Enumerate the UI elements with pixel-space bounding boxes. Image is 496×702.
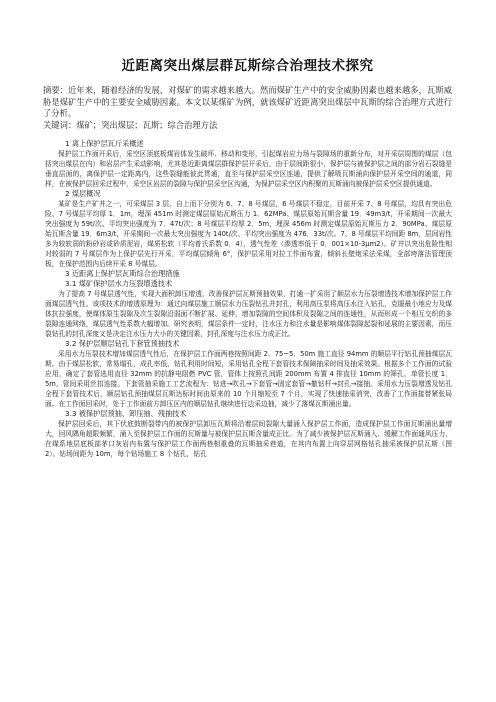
subsection-heading: 3.3 被保护层预抽、卸压抽、残抽技术 — [65, 409, 187, 419]
paragraph: 保护层回采后，其下伏底鼓断裂带内的被保护层卸压瓦斯将沿着层间裂隙大量涌入保护层工作面，造成保护层工作面瓦斯涌出量增大，回风隅角超限频繁，涌入至保护层工作面的瓦斯量与被保护层瓦斯含量成正比。为了减少被保护层瓦斯涌入、缓解工作面通风压力，在煤系地层底板部茅口灰岩内布置与保护层工作面两巷相重叠的瓦斯抽采巷道，在其内布置上向穿层网格钻孔抽采被保护层瓦斯（图 2）。钻场间距为 10m，每个钻场施工 8 个钻孔，钻孔 — [45, 420, 452, 459]
paper-title: 近距离突出煤层群瓦斯综合治理技术探究 — [121, 58, 374, 74]
paragraph: 某矿是生产矿井之一，可采煤层 3 层，自上而下分别为 6、7、8 号煤层，6 号煤层不稳定，目前开采 7、8 号煤层，均具有突出危险。7 号煤层平均厚 1．1m，埋深 451m 时测定煤层原始瓦斯压力 1．62MPa、煤层原始瓦斯含量 19．49m3/t，开采期间一次最大突出强度为 59t/次、平均突出强度为 7．47t/次；8 号煤层平均厚 2．5m，埋深 456m 时测定煤层原始瓦斯压力 2．90MPa、煤层原始瓦斯含量 19．6m3/t，开采期间一次最大突出强度为 140t/次、平均突出强度为 476．33t/次。7、8 号煤层平均间距 8m，层间岩性多为较软弱的粉砂岩或砂质泥岩，煤质松软（平均普氏系数 0．4），透气性差（渗透率低于 0．001×10-3μm2）。矿井以突出危险性相对较弱的 7 号煤层作为上保护层先行开采，平均煤层倾角 6°，保护层采用对拉工作面布置，倾斜长壁炮采法采煤，全部垮落法管理顶板，在保护范围内后续开采 8 号煤层。 — [45, 200, 452, 269]
subsection-heading: 3.2 保护层顺层钻孔下套管预抽技术 — [65, 339, 180, 349]
section-heading: 2 煤层概况 — [65, 189, 101, 199]
subsection-heading: 3.1 煤矿保护层水力压裂增透技术 — [65, 279, 173, 289]
abstract: 摘要：近年来，随着经济的发展，对煤矿的需求越来越大。然而煤矿生产中的安全威胁因素也越来越多，瓦斯威胁是煤矿生产中的主要安全威胁因素。本文以某煤矿为例，就该煤矿近距离突出煤层中瓦斯的综合治理方式进行了分析。 — [43, 85, 452, 119]
section-heading: 1 离上保护层瓦斤采概述 — [65, 139, 144, 149]
section-heading: 3 近距离上保护层瓦斯综合治理措施 — [65, 269, 180, 279]
paragraph: 采用水力压裂技术增加煤层透气性后，在保护层工作面两巷按照间距 2．75~5．50m 施工直径 94mm 的顺层平行钻孔预抽煤层瓦斯。由于煤层松软，常易塌孔，成孔率低，钻孔利用时间短，采用钻孔全程下套管技术保障抽采时间及抽采效果。根据多个工作面的试验应用，确定了套管选用直径 32mm 的抗静电阻燃 PVC 管，管体上按照孔间距 200mm 布置 4 排直径 10mm 的筛孔，单管长度 1．5m，管间采用丝扣连接。下套管抽采施工工艺流程为：钻进→吹孔→下套管→固定套管→撤钻杆→封孔→接抽。采用水力压裂增透及钻孔全程下套管技术后，顺层钻孔预抽煤层瓦斯达标时间由原来的 10 个月缩短至 7 个月，实现了快速抽采消突，改善了工作面接替紧张局面。在工作面回采时，处于工作面前方卸压区内的顺层钻孔继续进行边采边抽，减少了落煤瓦斯涌出量。 — [45, 350, 452, 409]
paragraph: 为了提高 7 号煤层透气性，实现大面积卸压增透，改善保护层瓦斯预抽效果，打通一扩采用了顺层水力压裂增透技术增加保护层工作面煤层透气性。该项技术的增透原理为：通过向煤层施工顺层水力压裂钻孔并封孔，利用高压泵将高压水注入钻孔，克服最小地应力及煤体抗拉强度，使煤体原生裂隙及次生裂隙沿弱面不断扩展、延伸，增加裂隙的空间体积及裂隙之间的连通性，从而形成一个相互交织的多裂隙连通网络，煤层透气性系数大幅增加。研究表明，煤层条件一定时，注水压力和注水量是影响煤体裂隙起裂和延展的主要因素，而压裂钻孔的封孔深度又是决定注水压力大小的关键因素，封孔深度与注水压力成正比。 — [45, 290, 452, 339]
keywords: 关键词：煤矿；突出煤层；瓦斯；综合治理方法 — [43, 119, 218, 130]
paragraph: 保护层工作面开采后，采空区顶底板煤岩体发生破坏、移动和变形，引起煤岩应力场与裂隙场的重新分布，对开采层周围的煤层（包括突出煤层在内）和岩层产生采动影响，尤其是近距离煤层群保护层开采后，由于层间距很小，保护层与被保护层之间的部分岩石裂缝是垂直层面的，离保护层一定距离内，这些裂缝能彼此贯通，直至与保护层采空区连通，提供了解吸瓦斯涌向保护层开采空间的通道，同样，在被保护层回采过程中，采空区岩层的裂隙与保护层采空区沟通，为保护层采空区内积聚的瓦斯涌向被保护层采空区提供通道。 — [45, 150, 452, 189]
